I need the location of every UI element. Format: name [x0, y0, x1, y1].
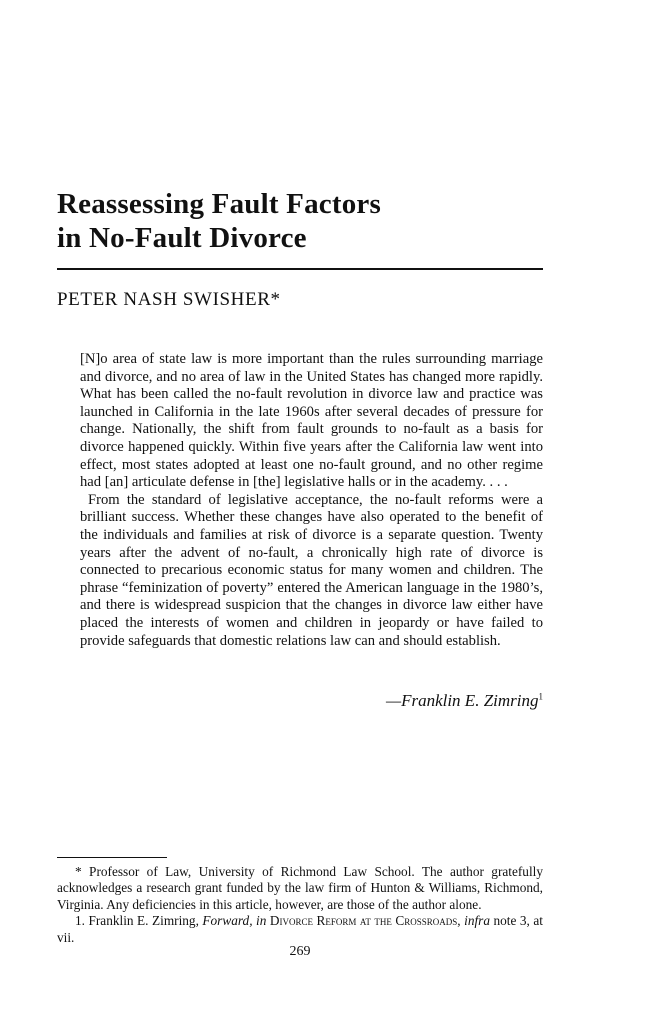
- title-line-2: in No-Fault Divorce: [57, 222, 307, 254]
- footnote-reference-1[interactable]: 1: [538, 691, 543, 702]
- footnote-1-in: in: [252, 913, 270, 929]
- epigraph-attribution: [386, 691, 543, 711]
- footnote-star: * Professor of Law, University of Richmond Law School. The author gratefully acknowledges a research grant funded by the law firm of Hunton & Williams, Richmond, Virginia. Any deficiencies in this article, however, are those of the author alone.: [57, 864, 543, 912]
- title-divider: [57, 268, 543, 270]
- footnote-1-book-title: Divorce Reform at the Crossroads: [269, 913, 458, 929]
- footnote-divider: [57, 857, 167, 858]
- epigraph-paragraph-1: [N]o area of state law is more important than the rules surrounding marriage and divorce, and no area of law in the United States has changed more rapidly. What has been called the no-fault revolution in divorce law and practice was launched in California in the late 1960s after several decades of pressure for change. Nationally, the shift from fault grounds to no-fault as a basis for divorce happened quickly. Within five years after the California law went into effect, most states adopted at least one no-fault ground, and no other regime had [an] articulate defense in [the] legislative halls or in the academy. . . .: [80, 351, 543, 491]
- footnote-1-end: note 3, at vii.: [57, 913, 543, 945]
- author-name: PETER NASH SWISHER*: [57, 289, 281, 310]
- footnotes: [57, 864, 543, 946]
- attribution-text: —Franklin E. Zimring: [385, 691, 539, 710]
- article-title: [57, 187, 381, 255]
- footnote-1-forward: Forward,: [202, 913, 253, 929]
- footnote-1-start: 1. Franklin E. Zimring,: [75, 913, 203, 929]
- epigraph-paragraph-2: From the standard of legislative acceptance, the no-fault reforms were a brilliant success. Whether these changes have also operated to the benefit of the individuals and families at risk of divorce is a separate question. Twenty years after the advent of no-fault, a chronically high rate of divorce is connected to precarious economic status for many women and children. The phrase “feminization of poverty” entered the American language in the 1980’s, and there is widespread suspicion that the changes in divorce law either have placed the interests of women and children in jeopardy or have failed to provide safeguards that domestic relations law can and should establish.: [80, 491, 543, 649]
- page-number: 269: [289, 944, 311, 959]
- footnote-1: [57, 913, 543, 946]
- epigraph: [80, 351, 543, 650]
- title-line-1: Reassessing Fault Factors: [57, 188, 381, 220]
- footnote-1-comma: ,: [457, 913, 465, 929]
- footnote-1-infra: infra: [464, 913, 490, 929]
